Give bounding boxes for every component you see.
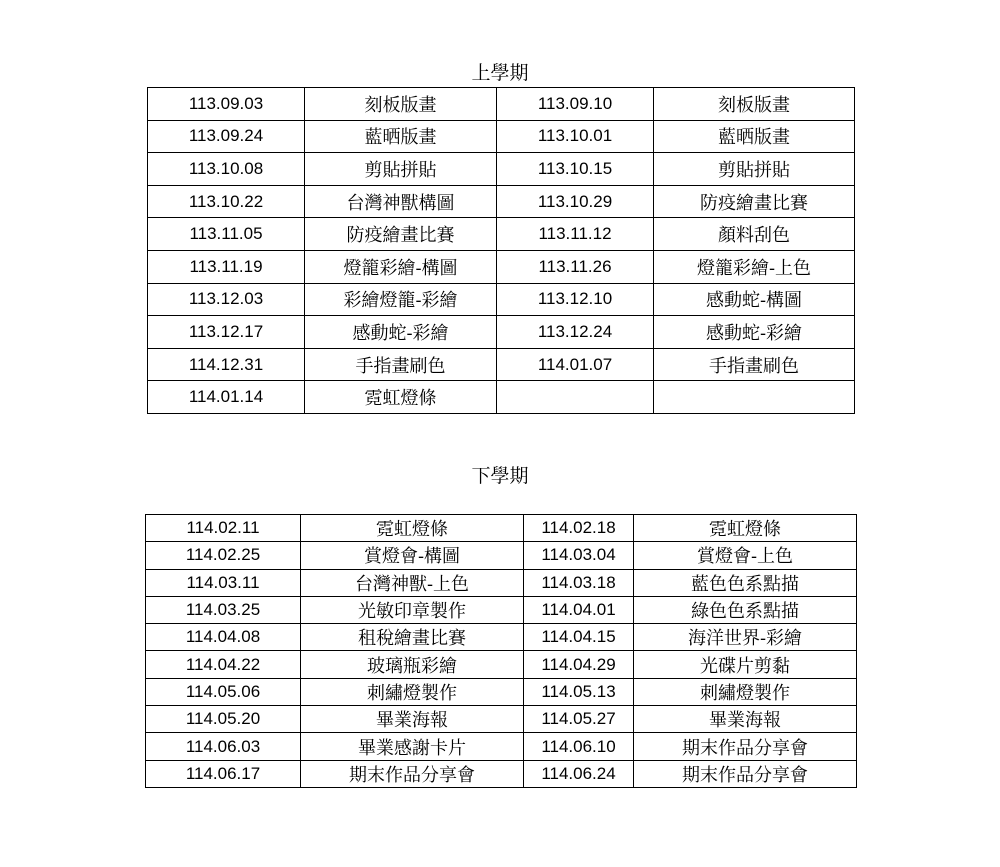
activity-cell: 綠色色系點描 [634,596,857,623]
date-cell: 113.12.17 [148,316,305,349]
activity-cell: 霓虹燈條 [301,515,524,542]
date-cell: 113.11.26 [497,250,654,283]
date-cell: 114.04.01 [524,596,634,623]
date-cell: 113.12.10 [497,283,654,316]
date-cell: 113.12.03 [148,283,305,316]
date-cell: 113.09.24 [148,120,305,153]
activity-cell: 手指畫刷色 [654,348,855,381]
activity-cell: 燈籠彩繪-構圖 [305,250,497,283]
table-row [148,316,855,349]
date-cell: 113.11.12 [497,218,654,251]
activity-cell: 霓虹燈條 [634,515,857,542]
table-row [148,250,855,283]
date-cell: 113.12.24 [497,316,654,349]
activity-cell: 賞燈會-上色 [634,542,857,569]
activity-cell: 租稅繪畫比賽 [301,624,524,651]
activity-cell: 台灣神獸-上色 [301,569,524,596]
date-cell: 114.05.06 [146,678,301,705]
table-row [146,651,857,678]
first-semester-table [147,87,855,414]
table-row [146,596,857,623]
activity-cell: 刺繡燈製作 [634,678,857,705]
table-row [148,88,855,121]
activity-cell: 刺繡燈製作 [301,678,524,705]
first-semester-title: 上學期 [471,62,529,84]
date-cell: 114.12.31 [148,348,305,381]
first-semester-table-body [148,88,855,414]
activity-cell: 顏料刮色 [654,218,855,251]
activity-cell: 藍晒版畫 [654,120,855,153]
activity-cell: 光敏印章製作 [301,596,524,623]
date-cell: 113.10.22 [148,185,305,218]
activity-cell: 感動蛇-彩繪 [305,316,497,349]
date-cell: 114.05.20 [146,706,301,733]
date-cell: 113.11.19 [148,250,305,283]
activity-cell: 防疫繪畫比賽 [654,185,855,218]
table-row [146,706,857,733]
date-cell: 114.04.29 [524,651,634,678]
table-row [148,381,855,414]
date-cell: 113.10.01 [497,120,654,153]
activity-cell: 玻璃瓶彩繪 [301,651,524,678]
activity-cell: 畢業海報 [301,706,524,733]
activity-cell: 剪貼拼貼 [305,153,497,186]
second-semester-title: 下學期 [471,465,529,487]
date-cell: 114.04.08 [146,624,301,651]
date-cell: 114.04.15 [524,624,634,651]
table-row [146,733,857,760]
activity-cell: 手指畫刷色 [305,348,497,381]
activity-cell: 光碟片剪黏 [634,651,857,678]
date-cell: 114.05.13 [524,678,634,705]
empty-cell [497,381,654,414]
activity-cell: 期末作品分享會 [634,733,857,760]
date-cell: 114.03.25 [146,596,301,623]
table-row [148,348,855,381]
date-cell: 113.11.05 [148,218,305,251]
second-semester-table-body [146,515,857,788]
activity-cell: 海洋世界-彩繪 [634,624,857,651]
table-row [146,569,857,596]
activity-cell: 藍晒版畫 [305,120,497,153]
empty-cell [654,381,855,414]
date-cell: 113.10.29 [497,185,654,218]
table-row [146,542,857,569]
date-cell: 114.03.11 [146,569,301,596]
date-cell: 114.02.25 [146,542,301,569]
activity-cell: 剪貼拼貼 [654,153,855,186]
table-row [148,153,855,186]
table-row [146,678,857,705]
date-cell: 114.06.10 [524,733,634,760]
second-semester-table [145,514,857,788]
table-row [148,185,855,218]
table-row [146,624,857,651]
date-cell: 114.04.22 [146,651,301,678]
date-cell: 113.10.08 [148,153,305,186]
activity-cell: 畢業感謝卡片 [301,733,524,760]
date-cell: 114.06.24 [524,760,634,787]
date-cell: 113.09.10 [497,88,654,121]
date-cell: 114.01.14 [148,381,305,414]
table-row [146,760,857,787]
activity-cell: 期末作品分享會 [301,760,524,787]
activity-cell: 彩繪燈籠-彩繪 [305,283,497,316]
activity-cell: 燈籠彩繪-上色 [654,250,855,283]
date-cell: 113.10.15 [497,153,654,186]
activity-cell: 賞燈會-構圖 [301,542,524,569]
date-cell: 114.06.17 [146,760,301,787]
table-row [146,515,857,542]
activity-cell: 畢業海報 [634,706,857,733]
date-cell: 114.05.27 [524,706,634,733]
date-cell: 114.03.18 [524,569,634,596]
date-cell: 113.09.03 [148,88,305,121]
activity-cell: 感動蛇-彩繪 [654,316,855,349]
date-cell: 114.06.03 [146,733,301,760]
activity-cell: 霓虹燈條 [305,381,497,414]
table-row [148,218,855,251]
activity-cell: 期末作品分享會 [634,760,857,787]
activity-cell: 刻板版畫 [654,88,855,121]
activity-cell: 藍色色系點描 [634,569,857,596]
activity-cell: 感動蛇-構圖 [654,283,855,316]
date-cell: 114.02.18 [524,515,634,542]
activity-cell: 防疫繪畫比賽 [305,218,497,251]
date-cell: 114.02.11 [146,515,301,542]
table-row [148,283,855,316]
activity-cell: 刻板版畫 [305,88,497,121]
activity-cell: 台灣神獸構圖 [305,185,497,218]
date-cell: 114.03.04 [524,542,634,569]
table-row [148,120,855,153]
date-cell: 114.01.07 [497,348,654,381]
